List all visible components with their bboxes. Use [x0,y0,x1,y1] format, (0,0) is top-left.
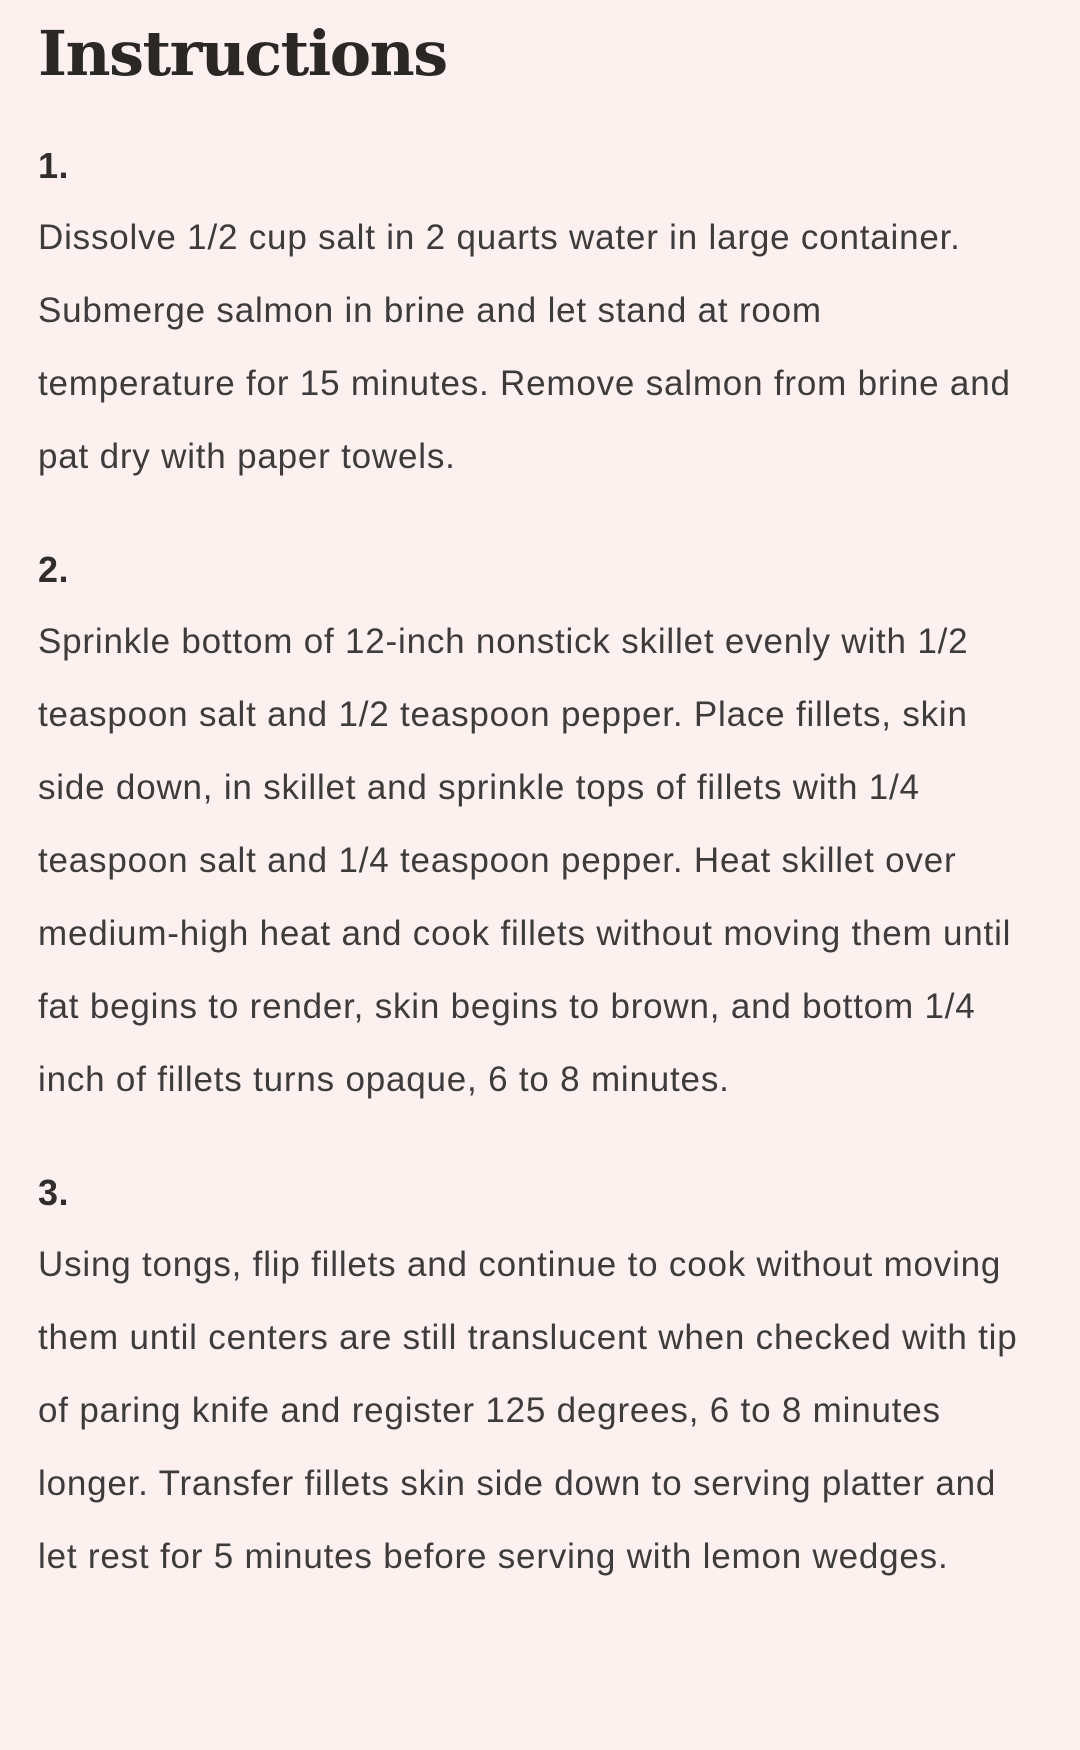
step-number: 3. [38,1172,70,1214]
page-title: Instructions [38,17,447,90]
step-number: 2. [38,549,70,591]
step-text: Sprinkle bottom of 12-inch nonstick skillet evenly with 1/2 teaspoon salt and 1/2 teaspoon pepper. Place fillets, skin side down, in skillet and sprinkle tops of fillets with 1/4 teaspoon salt and 1/4 teaspoon pepper. Heat skillet over medium-high heat and cook fillets without moving them until fat begins to render, skin begins to brown, and bottom 1/4 inch of fillets turns opaque, 6 to 8 minutes. [38,622,1012,1100]
step-item-3 [38,1158,1035,1593]
instructions-section [38,18,1035,1593]
step-number: 1. [38,145,70,187]
step-item-2 [38,535,1035,1116]
step-text: Using tongs, flip fillets and continue to cook without moving them until centers are still translucent when checked with tip of paring knife and register 125 degrees, 6 to 8 minutes longer. Transfer fillets skin side down to serving platter and let rest for 5 minutes before serving with lemon wedges. [38,1245,1018,1577]
step-text: Dissolve 1/2 cup salt in 2 quarts water in large container. Submerge salmon in brine and let stand at room temperature for 15 minutes. Remove salmon from brine and pat dry with paper towels. [38,218,1011,477]
step-item-1 [38,131,1035,493]
steps-list [38,131,1035,1593]
